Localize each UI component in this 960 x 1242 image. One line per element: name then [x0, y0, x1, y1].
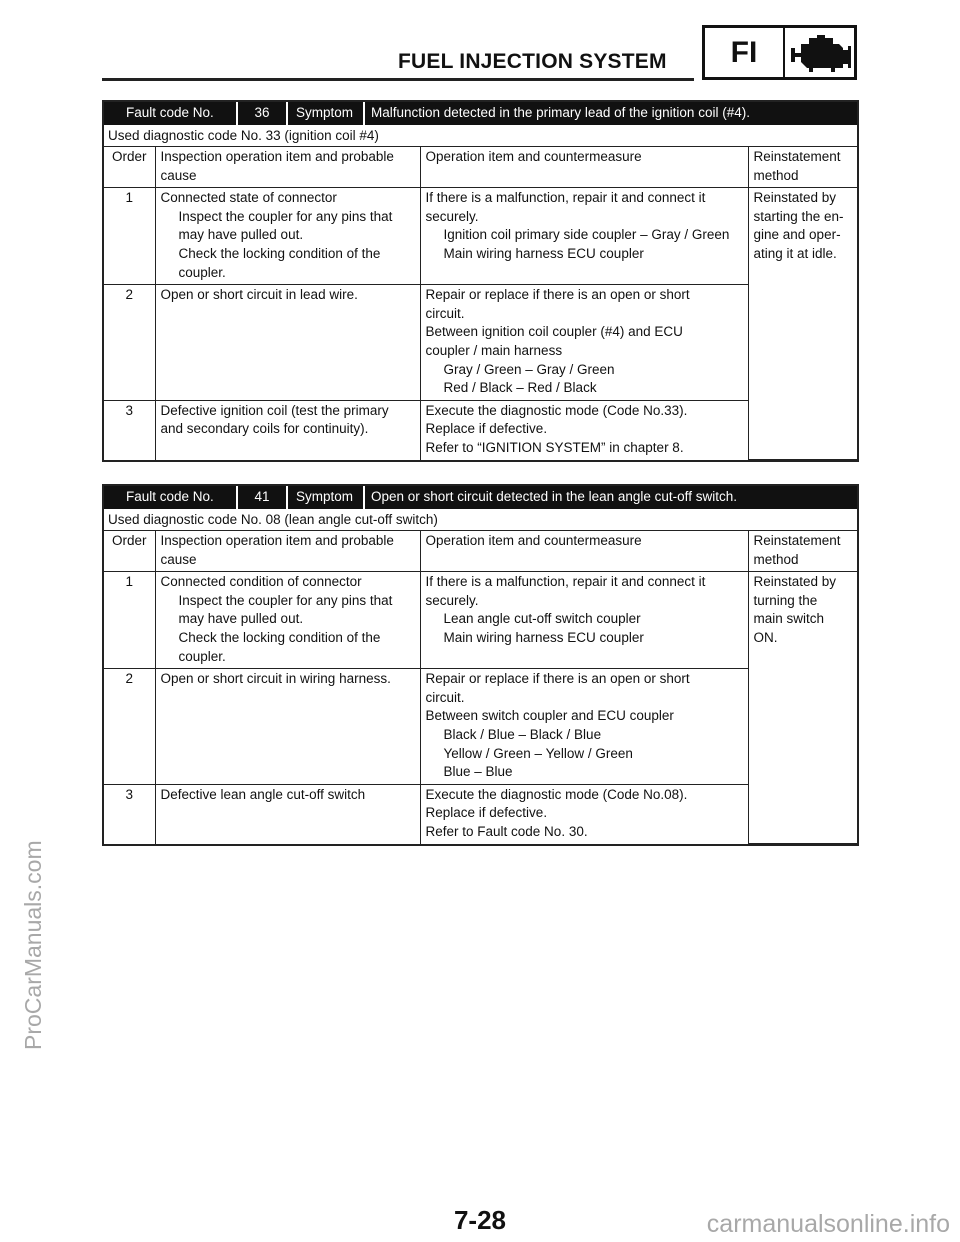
- row-order: 3: [104, 784, 155, 843]
- reinstatement-line: main switch: [753, 611, 825, 627]
- fault-block-36: [102, 100, 859, 462]
- operation-detail-line: Yellow / Green – Yellow / Green: [443, 745, 633, 761]
- row-order: 1: [104, 188, 155, 285]
- reinstatement-line: ating it at idle.: [753, 245, 837, 261]
- used-diagnostic-code: Used diagnostic code No. 08 (lean angle cut-off switch): [104, 509, 857, 531]
- inspection-detail-line: coupler.: [178, 264, 226, 280]
- table-row: [104, 188, 857, 285]
- row-inspection: [155, 669, 420, 785]
- row-order: 1: [104, 572, 155, 669]
- fault-code-label: Fault code No.: [104, 102, 238, 125]
- operation-line: If there is a malfunction, repair it and connect it: [425, 574, 706, 590]
- operation-detail-line: Blue – Blue: [443, 764, 513, 780]
- reinstatement-line: gine and oper-: [753, 227, 841, 243]
- table-row: [104, 285, 857, 401]
- operation-line: If there is a malfunction, repair it and connect it: [425, 190, 706, 206]
- operation-line: Refer to “IGNITION SYSTEM” in chapter 8.: [425, 439, 684, 455]
- fault-code-label: Fault code No.: [104, 486, 238, 509]
- operation-detail-line: Gray / Green – Gray / Green: [443, 361, 615, 377]
- section-badge: [702, 25, 857, 80]
- header-operation: Operation item and countermeasure: [420, 147, 748, 188]
- inspection-detail-line: may have pulled out.: [178, 227, 304, 243]
- inspection-line: Defective ignition coil (test the primary: [160, 402, 389, 418]
- row-inspection: [155, 572, 420, 669]
- header-reinstatement: Reinstatement method: [748, 147, 857, 188]
- header-rule: [102, 78, 694, 81]
- operation-detail-line: Lean angle cut-off switch coupler: [443, 611, 641, 627]
- symptom-text: Malfunction detected in the primary lead of the ignition coil (#4).: [371, 105, 750, 121]
- operation-detail-line: Main wiring harness ECU coupler: [443, 629, 644, 645]
- inspection-line: Open or short circuit in lead wire.: [160, 287, 358, 303]
- table-row: [104, 572, 857, 669]
- inspection-table: [104, 531, 857, 844]
- operation-line: Between switch coupler and ECU coupler: [425, 708, 674, 724]
- inspection-line: Defective lean angle cut-off switch: [160, 786, 366, 802]
- operation-line: Execute the diagnostic mode (Code No.33).: [425, 402, 688, 418]
- row-operation: [420, 669, 748, 785]
- row-reinstatement: [748, 188, 857, 460]
- operation-line: Refer to Fault code No. 30.: [425, 823, 588, 839]
- row-inspection: [155, 285, 420, 401]
- operation-detail-line: Ignition coil primary side coupler – Gray / Green: [443, 227, 730, 243]
- row-operation: [420, 784, 748, 843]
- table-header-row: [104, 147, 857, 188]
- row-order: 3: [104, 400, 155, 459]
- inspection-detail-line: coupler.: [178, 648, 226, 664]
- fault-code-number: 41: [238, 486, 288, 509]
- reinstatement-line: starting the en-: [753, 208, 844, 224]
- header-order: Order: [104, 531, 155, 572]
- table-header-row: [104, 531, 857, 572]
- used-diagnostic-code: Used diagnostic code No. 33 (ignition coil #4): [104, 125, 857, 147]
- inspection-line: and secondary coils for continuity).: [160, 421, 369, 437]
- page-title: FUEL INJECTION SYSTEM: [398, 50, 667, 73]
- row-inspection: [155, 400, 420, 459]
- operation-line: Replace if defective.: [425, 805, 548, 821]
- operation-line: Repair or replace if there is an open or short: [425, 287, 690, 303]
- operation-line: circuit.: [425, 689, 465, 705]
- watermark-bottom: carmanualsonline.info: [706, 1210, 950, 1238]
- watermark-side: ProCarManuals.com: [20, 840, 46, 1050]
- header-operation: Operation item and countermeasure: [420, 531, 748, 572]
- inspection-table: [104, 147, 857, 460]
- reinstatement-line: turning the: [753, 592, 818, 608]
- inspection-detail-line: Check the locking condition of the: [178, 629, 381, 645]
- fault-code-number: 36: [238, 102, 288, 125]
- reinstatement-line: Reinstated by: [753, 574, 837, 590]
- table-row: [104, 669, 857, 785]
- operation-detail-line: Black / Blue – Black / Blue: [443, 726, 602, 742]
- operation-detail-line: Main wiring harness ECU coupler: [443, 245, 644, 261]
- row-operation: [420, 400, 748, 459]
- symptom-label: Symptom: [288, 486, 365, 509]
- operation-line: circuit.: [425, 305, 465, 321]
- inspection-line: Connected condition of connector: [160, 574, 362, 590]
- inspection-detail-line: Inspect the coupler for any pins that: [178, 208, 393, 224]
- fault-bar: [104, 102, 857, 125]
- row-operation: [420, 572, 748, 669]
- table-row: [104, 400, 857, 459]
- operation-line: securely.: [425, 592, 479, 608]
- inspection-detail-line: Check the locking condition of the: [178, 245, 381, 261]
- inspection-line: Connected state of connector: [160, 190, 337, 206]
- row-inspection: [155, 784, 420, 843]
- operation-detail-line: Red / Black – Red / Black: [443, 380, 597, 396]
- page-number: 7-28: [453, 1205, 507, 1235]
- table-row: [104, 784, 857, 843]
- operation-line: Execute the diagnostic mode (Code No.08).: [425, 786, 688, 802]
- operation-line: Replace if defective.: [425, 421, 548, 437]
- header-order: Order: [104, 147, 155, 188]
- header-reinstatement: Reinstatement method: [748, 531, 857, 572]
- row-reinstatement: [748, 572, 857, 844]
- operation-line: securely.: [425, 208, 479, 224]
- row-order: 2: [104, 285, 155, 401]
- symptom-text: Open or short circuit detected in the lean angle cut-off switch.: [371, 489, 737, 505]
- engine-icon: [787, 32, 855, 76]
- row-operation: [420, 285, 748, 401]
- header-inspection: Inspection operation item and probable cause: [155, 147, 420, 188]
- inspection-detail-line: Inspect the coupler for any pins that: [178, 592, 393, 608]
- reinstatement-line: Reinstated by: [753, 190, 837, 206]
- fault-bar: [104, 486, 857, 509]
- row-inspection: [155, 188, 420, 285]
- inspection-line: Open or short circuit in wiring harness.: [160, 671, 391, 687]
- row-operation: [420, 188, 748, 285]
- fault-block-41: [102, 484, 859, 846]
- operation-line: Between ignition coil coupler (#4) and ECU: [425, 324, 683, 340]
- row-order: 2: [104, 669, 155, 785]
- symptom-label: Symptom: [288, 102, 365, 125]
- operation-line: Repair or replace if there is an open or short: [425, 671, 690, 687]
- inspection-detail-line: may have pulled out.: [178, 611, 304, 627]
- header-inspection: Inspection operation item and probable cause: [155, 531, 420, 572]
- operation-line: coupler / main harness: [425, 342, 563, 358]
- reinstatement-line: ON.: [753, 629, 778, 645]
- section-badge-label: FI: [705, 28, 785, 77]
